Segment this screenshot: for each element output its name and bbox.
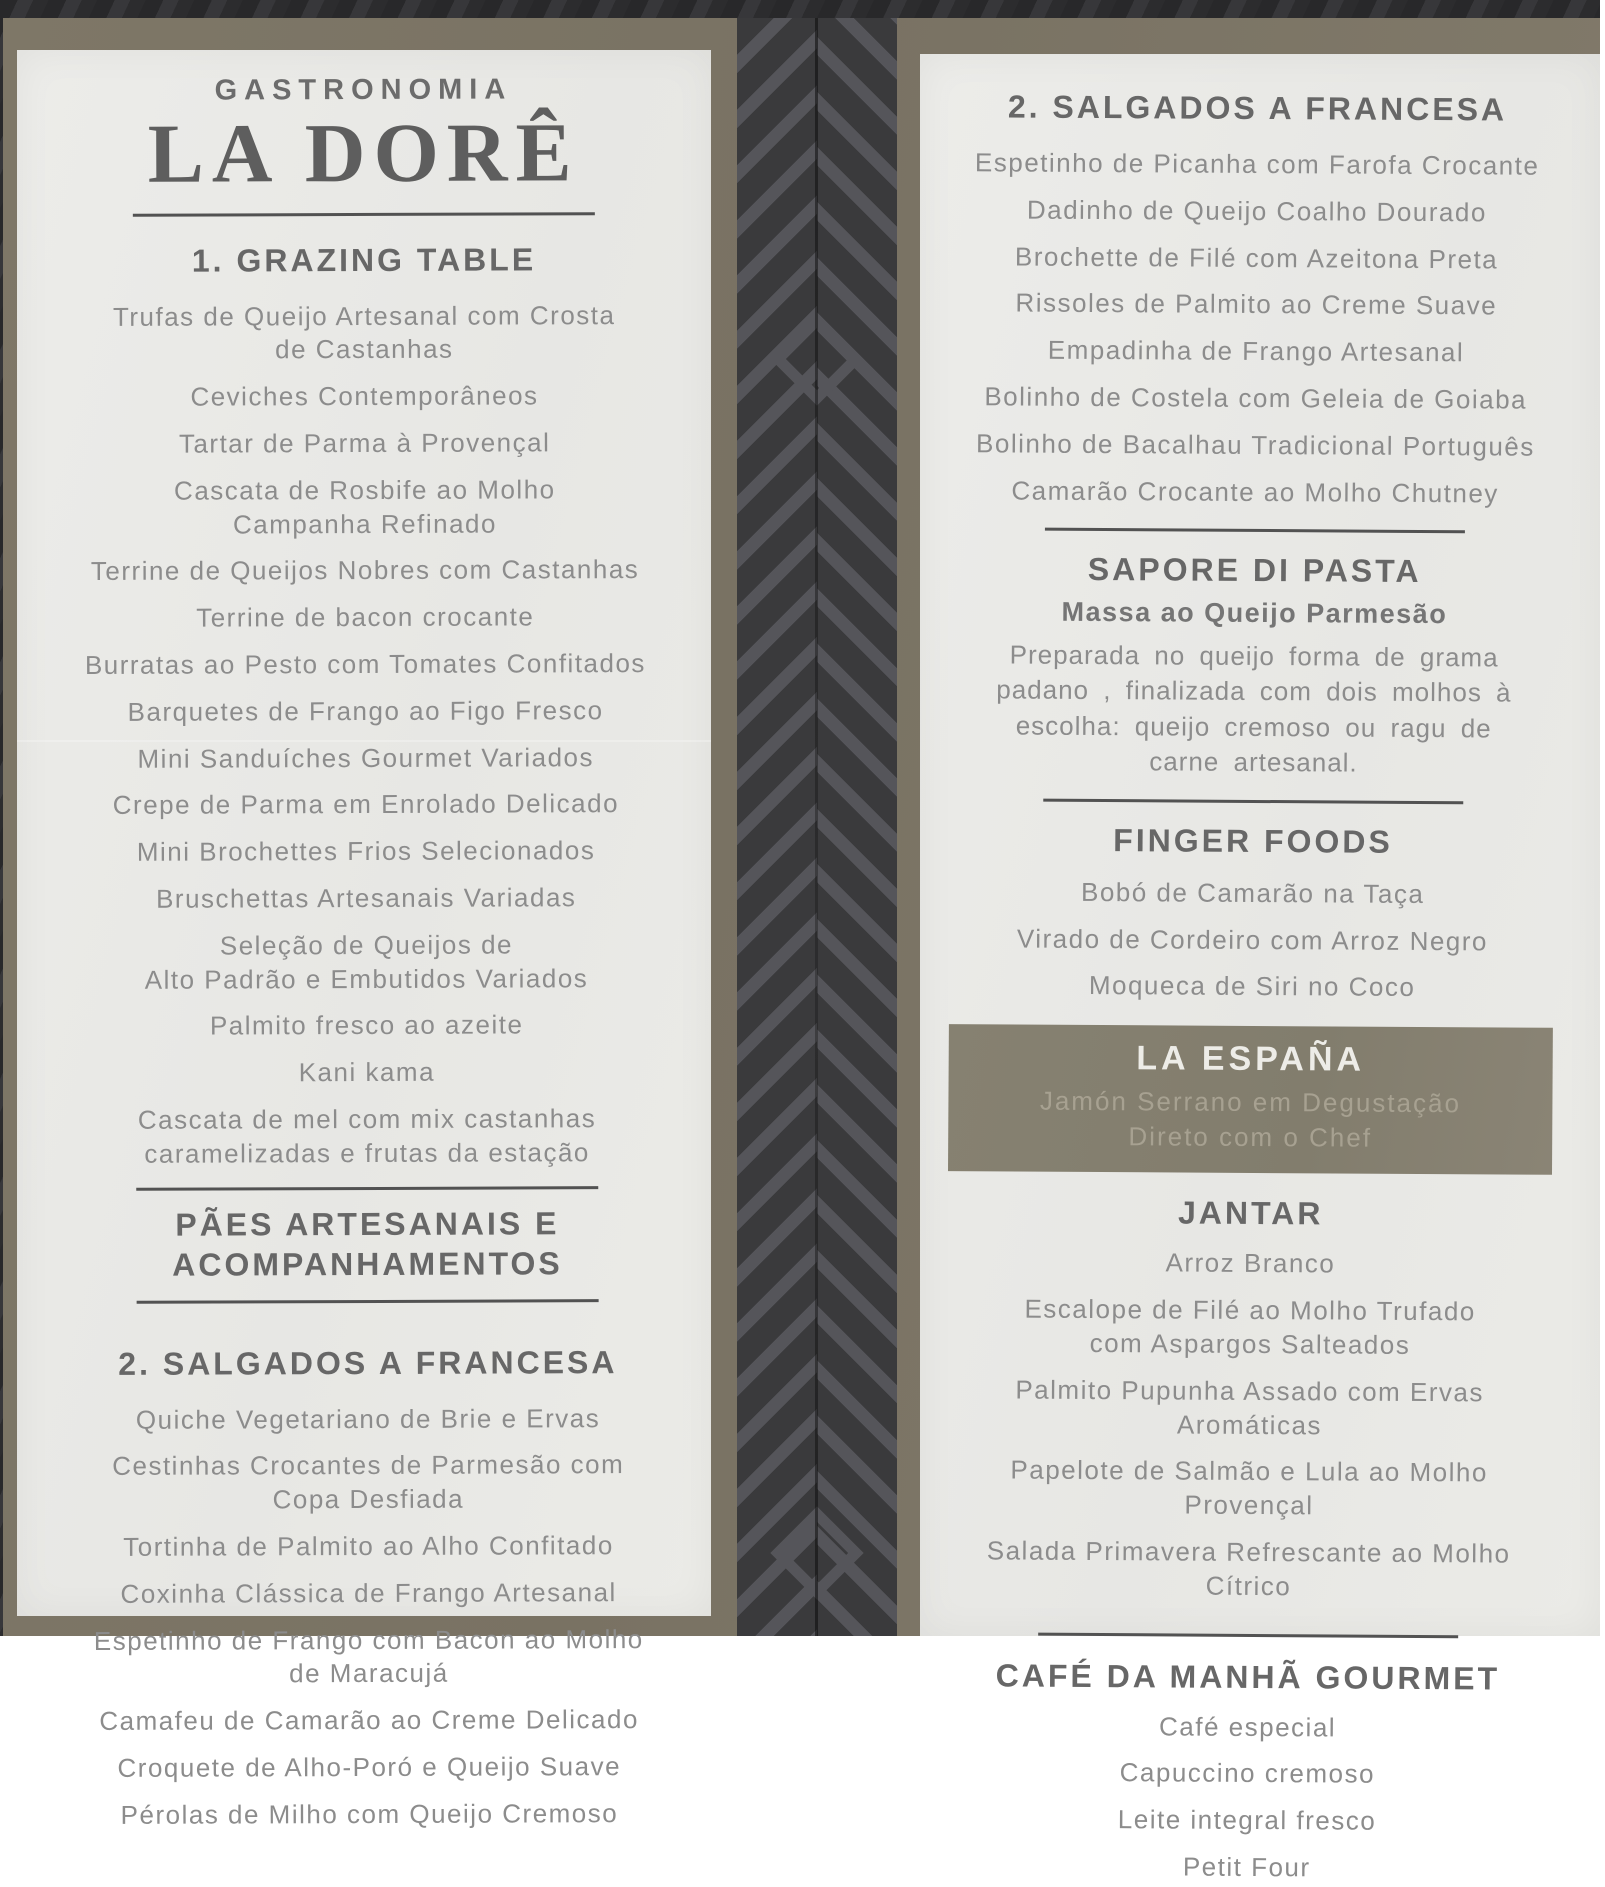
- menu-item: Tortinha de Palmito ao Alho Confitado: [123, 1530, 614, 1562]
- section-title-sapore-di-pasta: SAPORE DI PASTA: [1087, 551, 1422, 590]
- divider: [1038, 1632, 1458, 1638]
- pasta-description: Preparada no queijo forma de grama padano , finalizada com dois molhos à escolha: queijo cremoso ou ragu de carne artesanal.: [996, 639, 1512, 778]
- section-title-grazing-table: 1. GRAZING TABLE: [191, 241, 537, 279]
- menu-item: Papelote de Salmão e Lula ao Molho Provençal: [1010, 1454, 1488, 1521]
- menu-item: Crepe de Parma em Enrolado Delicado: [112, 788, 620, 821]
- menu-item: Empadinha de Frango Artesanal: [1047, 334, 1465, 368]
- menu-item: Terrine de Queijos Nobres com Castanhas: [90, 554, 640, 587]
- menu-item: Brochette de Filé com Azeitona Preta: [1014, 241, 1499, 275]
- divider: [133, 212, 595, 217]
- menu-item: Coxinha Clássica de Frango Artesanal: [120, 1576, 617, 1609]
- la-espana-subtitle: Jamón Serrano em Degustação Direto com o Chef: [1039, 1085, 1462, 1153]
- menu-item: Mini Brochettes Frios Selecionados: [136, 835, 596, 868]
- right-menu-panel: [920, 54, 1600, 1883]
- la-espana-highlight-box: [948, 1024, 1553, 1175]
- menu-item: Espetinho de Frango com Bacon ao Molho de Maracujá: [93, 1623, 644, 1689]
- menu-item: Barquetes de Frango ao Figo Fresco: [127, 695, 604, 727]
- menu-item: Pérolas de Milho com Queijo Cremoso: [120, 1797, 619, 1830]
- menu-item: Capuccino cremoso: [1119, 1757, 1376, 1790]
- menu-item: Kani kama: [298, 1056, 436, 1088]
- fold-crease-line: [815, 18, 818, 1636]
- menu-item: Bobó de Camarão na Taça: [1080, 876, 1425, 909]
- divider: [137, 1299, 599, 1304]
- section-title-salgados-right: 2. SALGADOS A FRANCESA: [1007, 88, 1508, 128]
- brand-kicker: GASTRONOMIA: [214, 73, 513, 107]
- menu-item: Seleção de Queijos de Alto Padrão e Embutidos Variados: [144, 929, 589, 995]
- menu-item: Quiche Vegetariano de Brie e Ervas: [135, 1402, 601, 1435]
- la-espana-title: LA ESPAÑA: [1136, 1039, 1366, 1079]
- menu-item: Salada Primavera Refrescante ao Molho Cítrico: [986, 1535, 1511, 1601]
- menu-item: Bolinho de Costela com Geleia de Goiaba: [984, 381, 1528, 415]
- menu-item: Trufas de Queijo Artesanal com Crosta de Castanhas: [112, 299, 616, 365]
- menu-item: Ceviches Contemporâneos: [190, 380, 539, 412]
- menu-item: Bolinho de Bacalhau Tradicional Português: [975, 428, 1535, 462]
- menu-item: Tartar de Parma à Provençal: [178, 427, 551, 459]
- menu-item: Arroz Branco: [1165, 1247, 1336, 1279]
- menu-item: Palmito Pupunha Assado com Ervas Aromáticas: [1015, 1374, 1485, 1440]
- divider: [1043, 798, 1463, 804]
- menu-item: Moqueca de Siri no Coco: [1088, 970, 1416, 1003]
- menu-item: Bruschettas Artesanais Variadas: [156, 882, 577, 914]
- menu-item: Burratas ao Pesto com Tomates Confitados: [84, 648, 646, 681]
- section-title-finger-foods: FINGER FOODS: [1113, 821, 1393, 860]
- section-title-salgados-left: 2. SALGADOS A FRANCESA: [118, 1343, 618, 1382]
- chevron-left-half: [737, 18, 817, 1636]
- menu-item: Petit Four: [1182, 1851, 1311, 1883]
- menu-item: Café especial: [1158, 1710, 1337, 1742]
- menu-item: Terrine de bacon crocante: [196, 601, 535, 633]
- section-title-jantar: JANTAR: [1177, 1194, 1324, 1232]
- menu-item: Camafeu de Camarão ao Creme Delicado: [99, 1704, 639, 1737]
- chevron-right-half: [817, 18, 897, 1636]
- menu-item: Escalope de Filé ao Molho Trufado com Aspargos Salteados: [1024, 1293, 1476, 1360]
- menu-item: Cestinhas Crocantes de Parmesão com Copa Desfiada: [112, 1449, 625, 1515]
- menu-item: Dadinho de Queijo Coalho Dourado: [1026, 194, 1487, 228]
- menu-item: Mini Sanduíches Gourmet Variados: [137, 741, 595, 774]
- center-fold-chevron-strip: [737, 18, 897, 1636]
- menu-item: Camarão Crocante ao Molho Chutney: [1011, 475, 1499, 509]
- section-title-paes-artesanais: PÃES ARTESANAIS E ACOMPANHAMENTOS: [172, 1204, 563, 1283]
- menu-item: Rissoles de Palmito ao Creme Suave: [1015, 287, 1498, 321]
- left-menu-panel: [17, 50, 711, 1830]
- menu-item: Cascata de Rosbife ao Molho Campanha Refinado: [173, 474, 556, 540]
- divider: [1045, 528, 1465, 534]
- menu-item: Croquete de Alho-Poró e Queijo Suave: [117, 1751, 622, 1783]
- section-title-cafe-da-manha: CAFÉ DA MANHÃ GOURMET: [995, 1656, 1501, 1696]
- menu-item: Virado de Cordeiro com Arroz Negro: [1016, 923, 1489, 956]
- menu-item: Espetinho de Picanha com Farofa Crocante: [974, 147, 1540, 181]
- menu-item: Palmito fresco ao azeite: [209, 1009, 524, 1041]
- menu-item: Leite integral fresco: [1117, 1804, 1377, 1836]
- menu-item: Cascata de mel com mix castanhas caramelizadas e frutas da estação: [137, 1103, 597, 1169]
- pasta-subtitle: Massa ao Queijo Parmesão: [1061, 597, 1448, 630]
- divider: [136, 1186, 598, 1191]
- brand-name: LA DORÊ: [147, 106, 580, 201]
